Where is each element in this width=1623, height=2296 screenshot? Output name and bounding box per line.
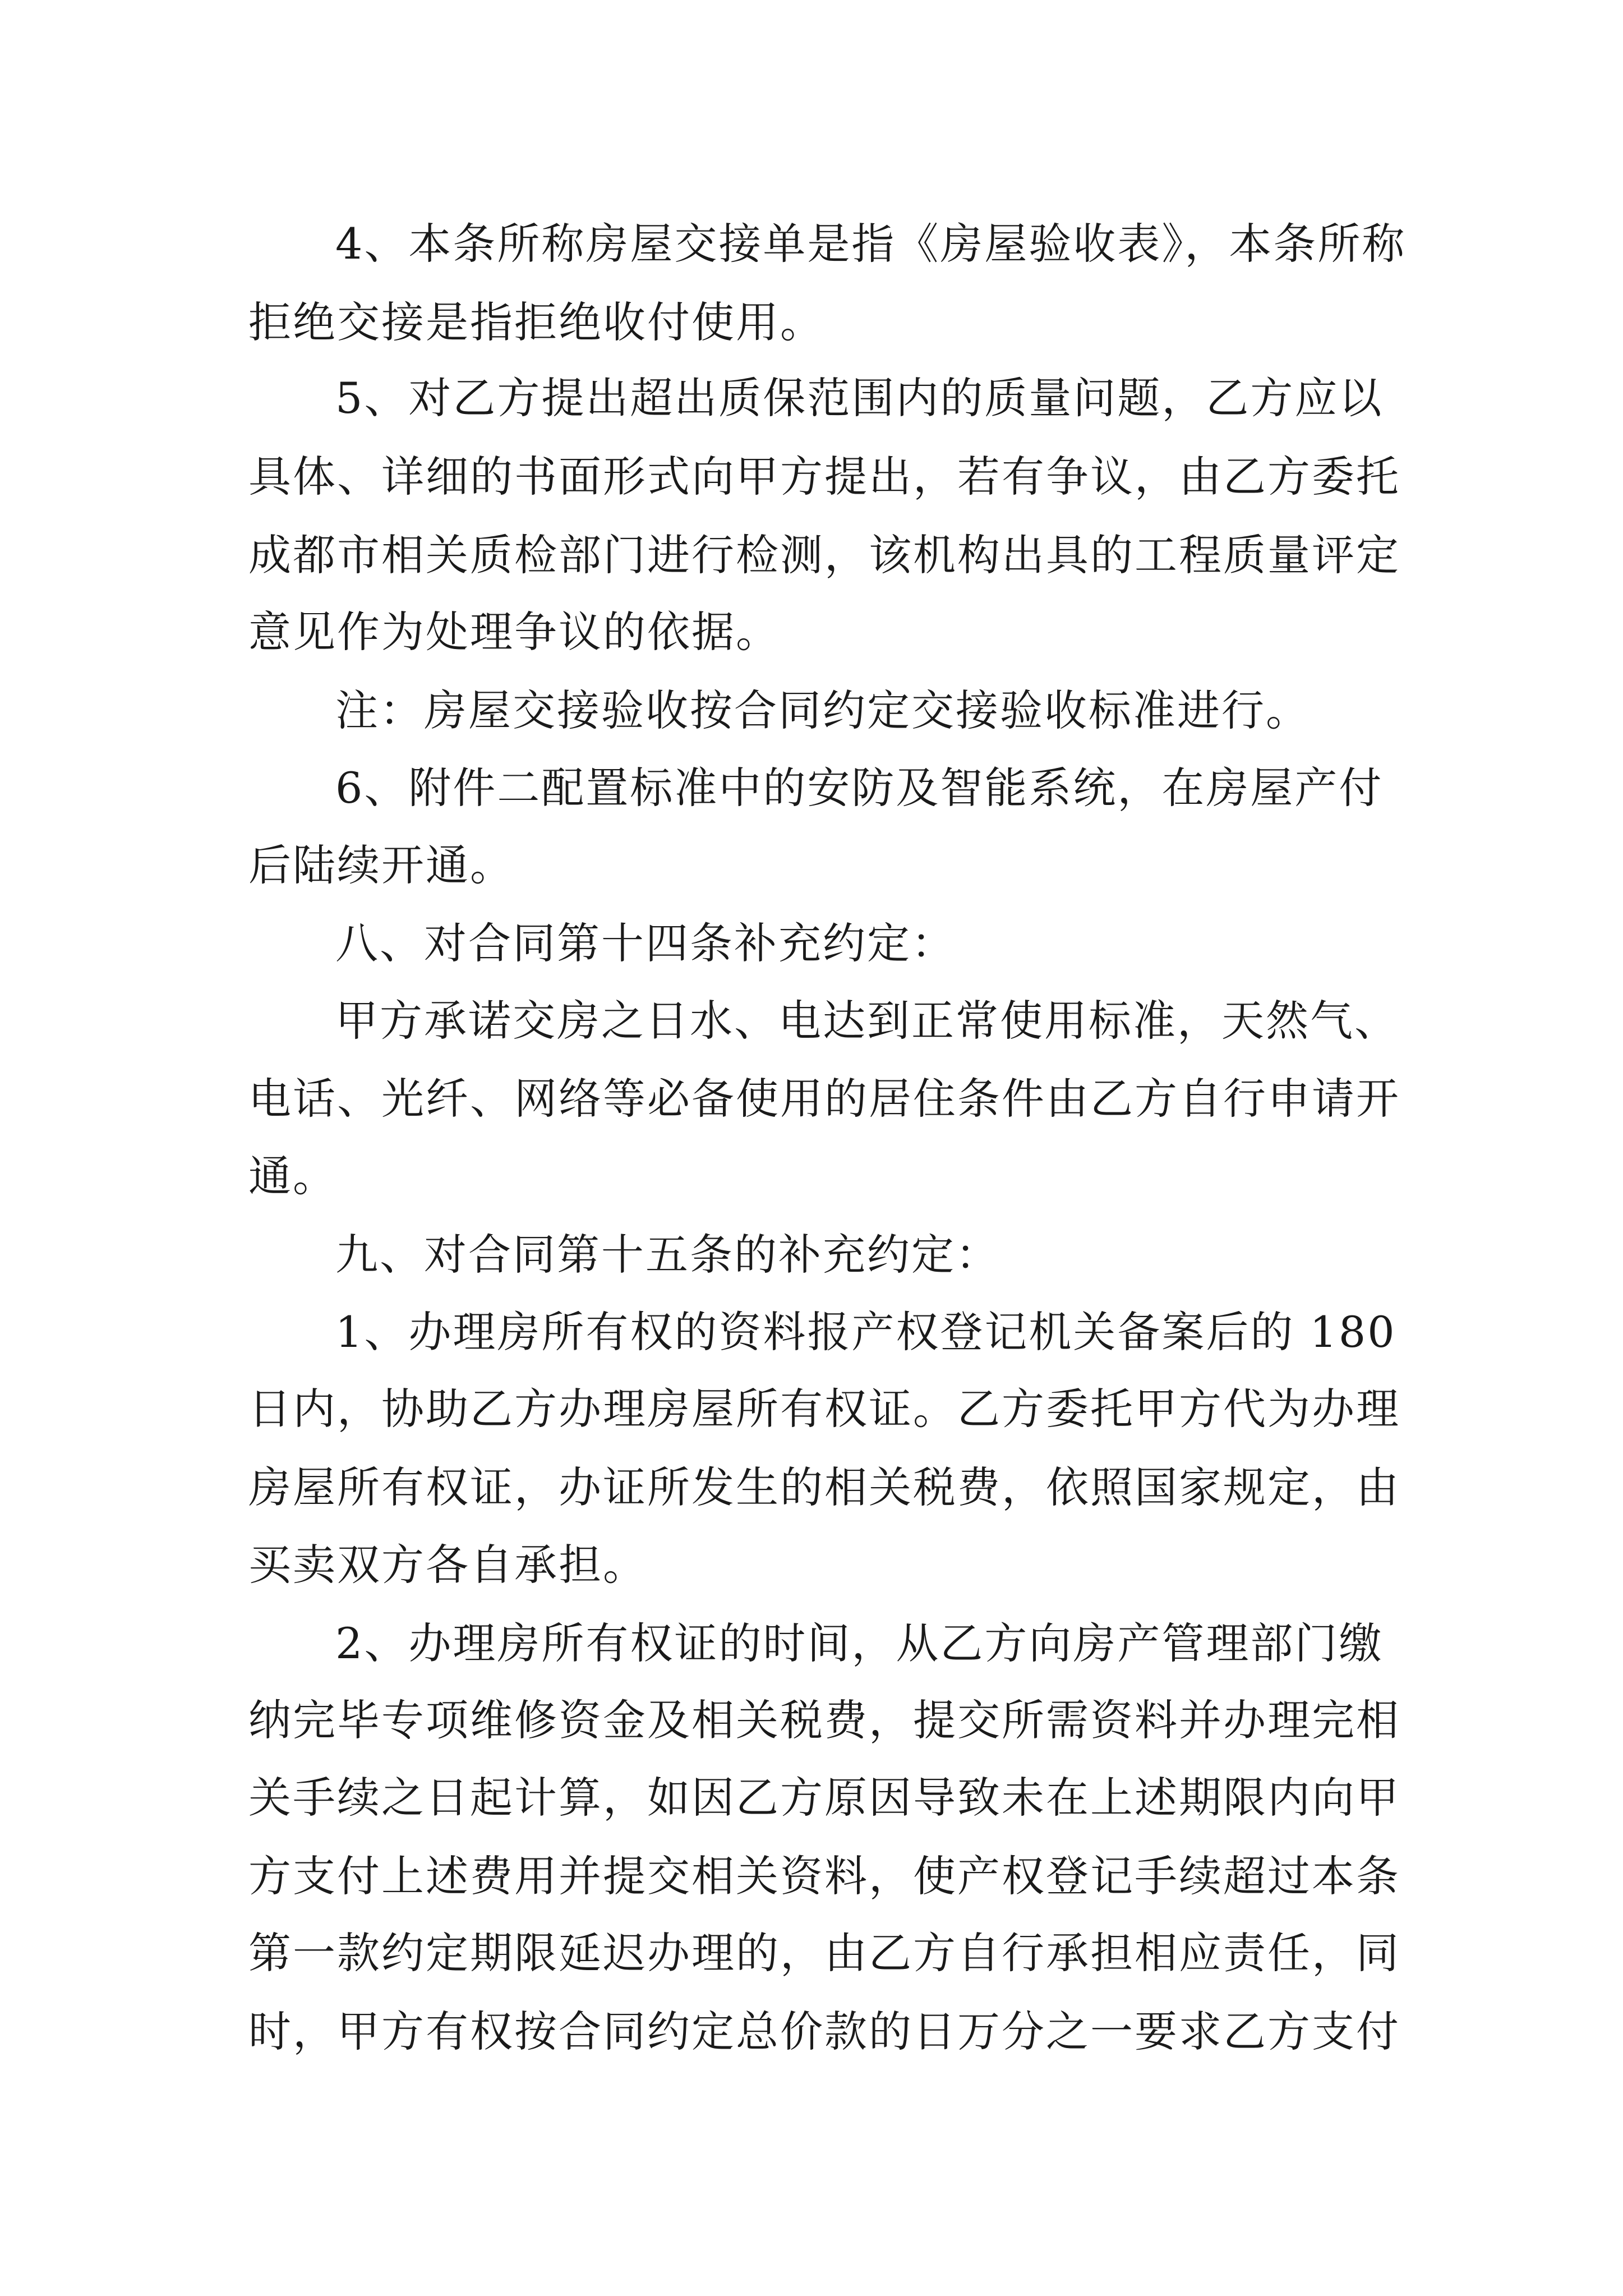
paragraph-line: 电话、光纤、网络等必备使用的居住条件由乙方自行申请开 <box>248 1074 1400 1124</box>
paragraph-line: 2、办理房所有权证的时间，从乙方向房产管理部门缴 <box>335 1618 1384 1668</box>
paragraph-line: 成都市相关质检部门进行检测，该机构出具的工程质量评定 <box>248 530 1400 580</box>
paragraph-line: 6、附件二配置标准中的安防及智能系统，在房屋产付 <box>335 763 1384 813</box>
paragraph-line: 八、对合同第十四条补充约定： <box>335 918 956 968</box>
paragraph-line: 第一款约定期限延迟办理的，由乙方自行承担相应责任，同 <box>248 1928 1400 1978</box>
paragraph-line: 注：房屋交接验收按合同约定交接验收标准进行。 <box>335 685 1310 735</box>
paragraph-line: 4、本条所称房屋交接单是指《房屋验收表》，本条所称 <box>335 219 1407 269</box>
paragraph-line: 日内，协助乙方办理房屋所有权证。乙方委托甲方代为办理 <box>248 1384 1400 1434</box>
paragraph-line: 关手续之日起计算，如因乙方原因导致未在上述期限内向甲 <box>248 1773 1400 1823</box>
paragraph-line: 意见作为处理争议的依据。 <box>248 607 780 657</box>
paragraph-line: 甲方承诺交房之日水、电达到正常使用标准，天然气、 <box>335 996 1399 1046</box>
paragraph-line: 5、对乙方提出超出质保范围内的质量问题，乙方应以 <box>335 373 1384 423</box>
paragraph-line: 买卖双方各自承担。 <box>248 1540 647 1590</box>
paragraph-line: 方支付上述费用并提交相关资料，使产权登记手续超过本条 <box>248 1851 1400 1901</box>
paragraph-line: 房屋所有权证，办证所发生的相关税费，依照国家规定，由 <box>248 1462 1400 1512</box>
paragraph-line: 纳完毕专项维修资金及相关税费，提交所需资料并办理完相 <box>248 1695 1400 1745</box>
paragraph-line: 1、办理房所有权的资料报产权登记机关备案后的 180 <box>335 1307 1396 1357</box>
paragraph-line: 具体、详细的书面形式向甲方提出，若有争议，由乙方委托 <box>248 452 1400 501</box>
paragraph-line: 后陆续开通。 <box>248 840 514 890</box>
paragraph-line: 时，甲方有权按合同约定总价款的日万分之一要求乙方支付 <box>248 2007 1400 2056</box>
paragraph-line: 九、对合同第十五条的补充约定： <box>335 1230 1000 1280</box>
paragraph-line: 拒绝交接是指拒绝收付使用。 <box>248 297 824 347</box>
paragraph-line: 通。 <box>248 1151 337 1201</box>
